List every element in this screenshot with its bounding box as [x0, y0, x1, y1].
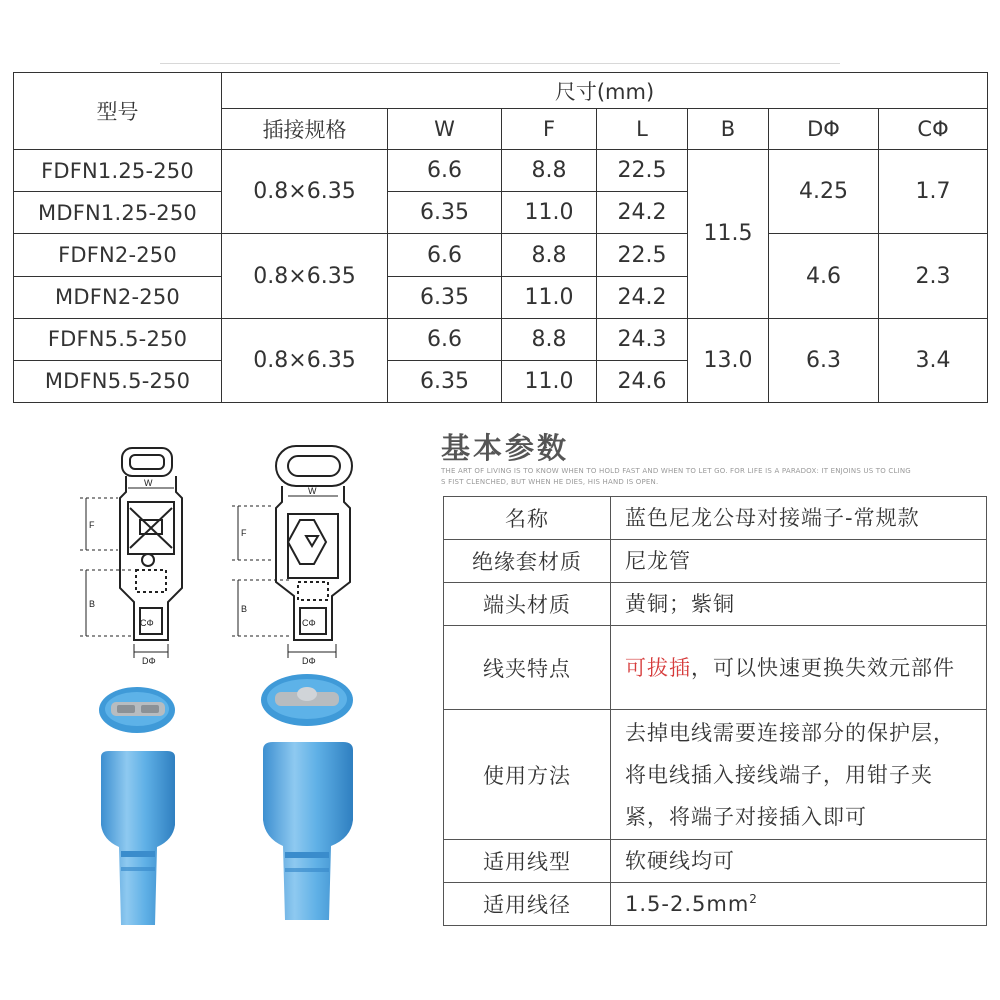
header-dphi: DΦ — [769, 109, 879, 150]
param-row — [444, 883, 987, 926]
param-key: 适用线型 — [444, 840, 611, 883]
param-row — [444, 583, 987, 626]
w-cell: 6.35 — [388, 360, 502, 402]
param-key: 端头材质 — [444, 583, 611, 626]
l-cell: 24.2 — [597, 276, 688, 318]
param-value: 黄铜；紫铜 — [611, 583, 987, 626]
header-cphi: CΦ — [879, 109, 988, 150]
param-row — [444, 840, 987, 883]
param-row — [444, 710, 987, 840]
l-cell: 24.3 — [597, 318, 688, 360]
params-subtitle-line1: THE ART OF LIVING IS TO KNOW WHEN TO HOLD FAST AND WHEN TO LET GO. FOR LIFE IS A PARADOX: IT ENJOINS US TO CLING — [441, 467, 911, 475]
params-subtitle-line2: S FIST CLENCHED, BUT WHEN HE DIES, HIS HAND IS OPEN. — [441, 478, 659, 486]
d-label: DΦ — [302, 656, 316, 666]
d-label: DΦ — [142, 656, 156, 666]
param-key: 线夹特点 — [444, 626, 611, 710]
param-value — [611, 626, 987, 710]
params-table — [443, 496, 987, 926]
param-key: 名称 — [444, 497, 611, 540]
param-row — [444, 626, 987, 710]
plug-spec-cell: 0.8×6.35 — [222, 318, 388, 402]
l-cell: 22.5 — [597, 234, 688, 276]
f-cell: 11.0 — [502, 192, 597, 234]
c-label: CΦ — [302, 618, 316, 628]
w-cell: 6.6 — [388, 234, 502, 276]
params-subtitle — [441, 466, 941, 488]
f-cell: 8.8 — [502, 318, 597, 360]
b-label: B — [89, 599, 96, 609]
header-size: 尺寸(mm) — [222, 73, 988, 109]
header-b: B — [688, 109, 769, 150]
w-label: W — [308, 486, 317, 496]
f-cell: 8.8 — [502, 234, 597, 276]
w-cell: 6.35 — [388, 276, 502, 318]
param-value-text: 1.5-2.5mm — [625, 892, 750, 916]
model-cell: MDFN5.5-250 — [14, 360, 222, 402]
model-cell: MDFN2-250 — [14, 276, 222, 318]
w-cell: 6.35 — [388, 192, 502, 234]
param-highlight: 可拔插 — [625, 655, 691, 680]
model-cell: MDFN1.25-250 — [14, 192, 222, 234]
cphi-cell: 2.3 — [879, 234, 988, 318]
c-label: CΦ — [140, 618, 154, 628]
param-row — [444, 540, 987, 583]
param-value-rest: ，可以快速更换失效元部件 — [691, 655, 955, 680]
model-cell: FDFN2-250 — [14, 234, 222, 276]
f-cell: 11.0 — [502, 276, 597, 318]
f-label: F — [241, 528, 247, 538]
param-key: 绝缘套材质 — [444, 540, 611, 583]
cphi-cell: 1.7 — [879, 150, 988, 234]
w-cell: 6.6 — [388, 318, 502, 360]
table-row — [14, 318, 988, 360]
dphi-cell: 4.6 — [769, 234, 879, 318]
param-value-sup: 2 — [749, 892, 758, 906]
w-cell: 6.6 — [388, 150, 502, 192]
female-terminal-photo — [95, 675, 185, 935]
param-value: 尼龙管 — [611, 540, 987, 583]
b-cell: 11.5 — [688, 150, 769, 319]
w-label: W — [144, 478, 153, 488]
b-label: B — [241, 604, 248, 614]
dimension-table — [13, 72, 988, 403]
param-value: 软硬线均可 — [611, 840, 987, 883]
model-cell: FDFN5.5-250 — [14, 318, 222, 360]
f-cell: 8.8 — [502, 150, 597, 192]
param-key: 适用线径 — [444, 883, 611, 926]
f-label: F — [89, 520, 95, 530]
top-divider — [160, 63, 840, 64]
l-cell: 22.5 — [597, 150, 688, 192]
female-terminal-diagram — [70, 440, 190, 670]
plug-spec-cell: 0.8×6.35 — [222, 234, 388, 318]
header-model: 型号 — [14, 73, 222, 150]
b-cell: 13.0 — [688, 318, 769, 402]
table-row — [14, 234, 988, 276]
table-row — [14, 150, 988, 192]
param-key: 使用方法 — [444, 710, 611, 840]
param-value: 去掉电线需要连接部分的保护层，将电线插入接线端子，用钳子夹紧，将端子对接插入即可 — [611, 710, 987, 840]
plug-spec-cell: 0.8×6.35 — [222, 150, 388, 234]
param-row — [444, 497, 987, 540]
l-cell: 24.6 — [597, 360, 688, 402]
param-value: 蓝色尼龙公母对接端子-常规款 — [611, 497, 987, 540]
header-l: L — [597, 109, 688, 150]
male-terminal-photo — [255, 670, 365, 930]
male-terminal-diagram — [222, 440, 362, 670]
cphi-cell: 3.4 — [879, 318, 988, 402]
params-title: 基本参数 — [441, 431, 570, 465]
header-plug-spec: 插接规格 — [222, 109, 388, 150]
header-f: F — [502, 109, 597, 150]
dphi-cell: 6.3 — [769, 318, 879, 402]
dphi-cell: 4.25 — [769, 150, 879, 234]
f-cell: 11.0 — [502, 360, 597, 402]
l-cell: 24.2 — [597, 192, 688, 234]
model-cell: FDFN1.25-250 — [14, 150, 222, 192]
header-w: W — [388, 109, 502, 150]
param-value — [611, 883, 987, 926]
